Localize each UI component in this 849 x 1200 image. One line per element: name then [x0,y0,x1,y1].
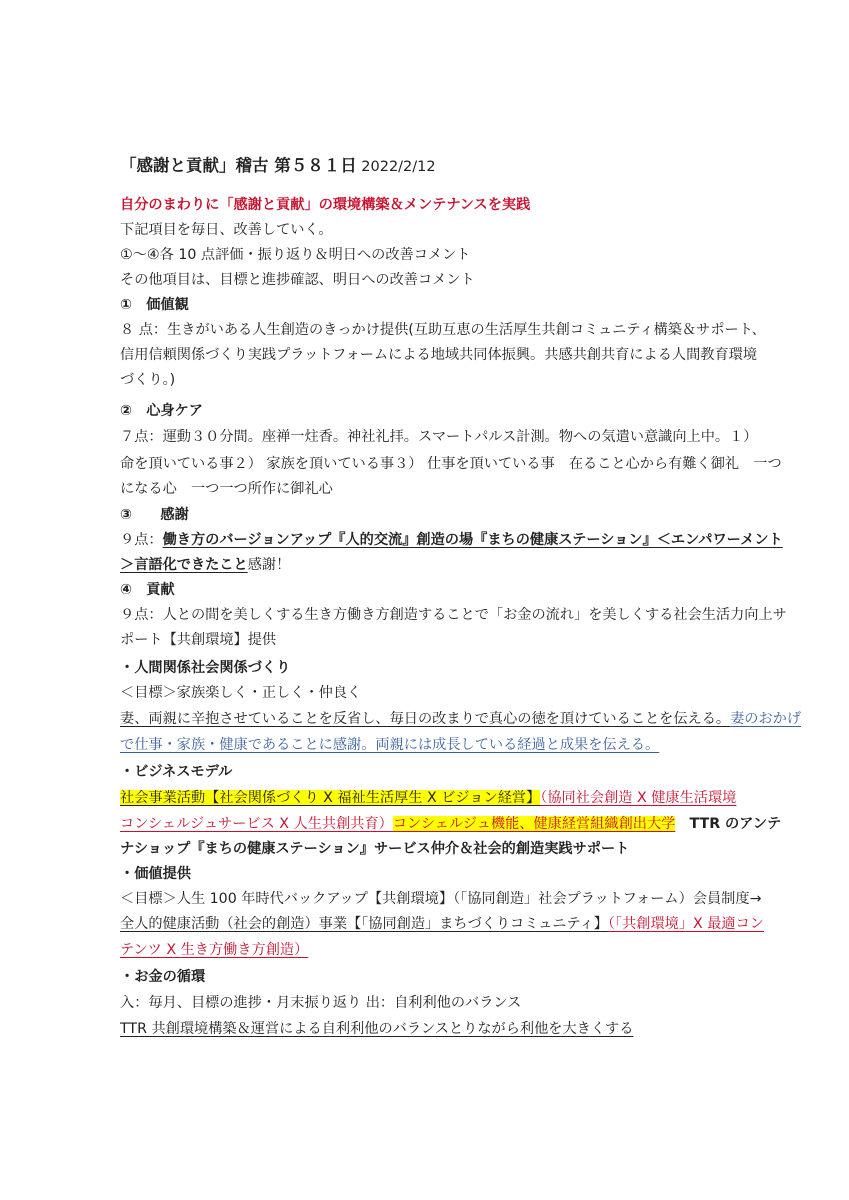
section-text: ８ 点：生きがいある人生創造のきっかけ提供(互助互恵の生活厚生共創コミュニティ構築＆サポート、 [120,322,766,338]
highlighted-text: コンシェルジュ機能、健康経営組織創出大学 [392,816,676,832]
subsection-heading-value: ・価値提供 [120,866,191,882]
red-text: テンツ X 生き方働き方創造） [120,942,309,958]
section-text: ９点：人との間を美しくする生き方働き方創造することで「お金の流れ」を美しくする社会生活力向上サ [120,607,787,623]
red-text: コンシェルジュサービス X 人生共創共育） [120,816,393,832]
section-text: づくり。) [120,372,176,388]
red-text: （「共創環境」X 最適コン [607,916,764,932]
bold-text: ナショップ『まちの健康ステーション』サービス仲介＆社会的創造実践サポート [120,841,630,857]
goal-text: ＜目標＞家族楽しく・正しく・仲良く [120,685,362,701]
emphasis-text: 働き方のバージョンアップ『人的交流』創造の場『まちの健康ステーション』＜エンパワーメント [162,532,783,548]
intro-line: 下記項目を毎日、改善していく。 [120,222,333,238]
section-text: 入：毎月、目標の進捗・月末振り返り 出：自利利他のバランス [120,995,522,1011]
section-text [120,912,764,936]
title-text: 「感謝と貢献」稽古 第５８１日 [120,156,357,175]
section-heading-values: ① 価値観 [120,297,189,313]
intro-line: ①～④各 10 点評価・振り返り＆明日への改善コメント [120,247,471,263]
subsection-heading-relations: ・人間関係社会関係づくり [120,660,291,676]
section-text: になる心 一つ一つ所作に御礼心 [120,481,333,497]
score-prefix: ９点： [120,532,163,548]
section-text [120,812,781,836]
section-text: ７点：運動３０分間。座禅一炷香。神社礼拝。スマートパルス計測。物への気遣い意識向上中。１） [120,429,758,445]
section-text [120,707,801,731]
section-text [120,528,783,552]
underlined-text: 全人的健康活動（社会的創造）事業【「協同創造」まちづくりコミュニティ】 [120,916,608,932]
section-text: 信用信頼関係づくり実践プラットフォームによる地域共同体振興。共感共創共育による人間教育環境 [120,347,758,363]
section-heading-gratitude: ③ 感謝 [120,507,189,523]
section-text: 命を頂いている事２） 家族を頂いている事３） 仕事を頂いている事 在ること心から有難く御礼 一つ [120,456,782,472]
section-text [120,553,290,577]
emphasis-text: ＞言語化できたこと [120,557,248,573]
blue-text: で仕事・家族・健康であることに感謝。両親には成長している経過と成果を伝える。 [120,737,660,753]
subsection-heading-business: ・ビジネスモデル [120,764,233,780]
red-text: （協同社会創造 X 健康生活環境 [540,790,737,806]
section-text: ポート【共創環境】提供 [120,632,277,648]
section-text: ＜目標＞人生 100 年時代バックアップ【共創環境】（「協同創造」社会プラットフォーム）会員制度→ [120,891,762,907]
blue-text: 妻のおかげ [730,711,802,727]
section-text [120,786,736,810]
subsection-heading-money: ・お金の循環 [120,969,206,985]
intro-line: その他項目は、目標と進捗確認、明日への改善コメント [120,272,475,288]
underlined-text: TTR 共創環境構築＆運営による自利利他のバランスとりながら利他を大きくする [120,1021,634,1037]
underlined-text: 妻、両親に辛抱させていることを反省し、毎日の改まりで真心の徳を頂けていることを伝える。 [120,711,731,727]
intro-heading: 自分のまわりに「感謝と貢献」の環境構築＆メンテナンスを実践 [120,197,531,213]
section-heading-care: ② 心身ケア [120,403,203,419]
section-heading-contribution: ④ 貢献 [120,582,175,598]
highlighted-text: 社会事業活動【社会関係づくり X 福祉生活厚生 X ビジョン経営】 [120,790,541,806]
title-date: 2022/2/12 [361,159,436,175]
plain-text: 感謝！ [247,557,291,573]
bold-text: TTR のアンテ [675,816,782,832]
page-title [120,154,436,178]
